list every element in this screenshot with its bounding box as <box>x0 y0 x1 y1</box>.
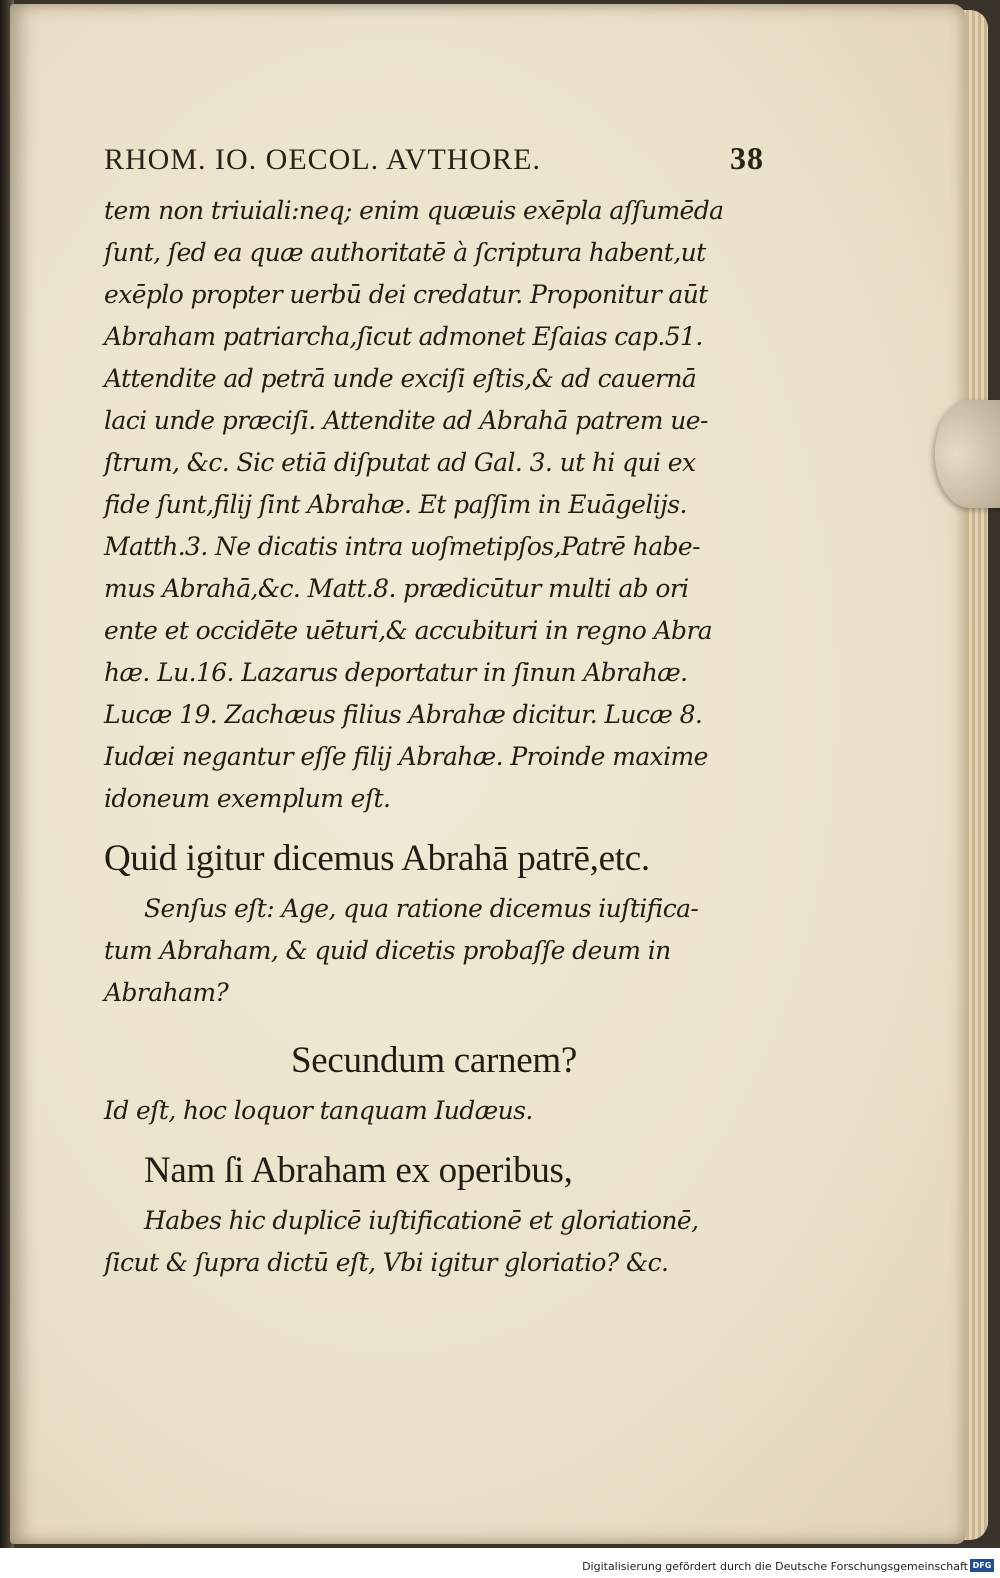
text-line: laci unde præciſi. Attendite ad Abrahā patrem ue- <box>104 406 708 435</box>
running-head <box>104 140 764 184</box>
dfg-logo: DFG <box>970 1559 994 1572</box>
text-line: Habes hic duplicē iuſtificationē et gloriationē, <box>144 1206 699 1235</box>
text-line: tum Abraham, & quid dicetis probaſſe deum in <box>104 936 671 965</box>
body-text <box>104 190 764 1284</box>
text-line: Attendite ad petrā unde exciſi eſtis,& ad cauernā <box>104 364 697 393</box>
text-line: idoneum exemplum eſt. <box>104 784 391 813</box>
text-line: Abraham? <box>104 978 229 1007</box>
page-number: 38 <box>730 140 764 176</box>
text-line: ſicut & ſupra dictū eſt, Vbi igitur gloriatio? &c. <box>104 1248 669 1277</box>
text-line: fide ſunt,filij ſint Abrahæ. Et paſſim in Euāgelijs. <box>104 490 687 519</box>
text-line: exēplo propter uerbū dei credatur. Proponitur aūt <box>104 280 708 309</box>
text-line: tem non triuiali:neq; enim quæuis exēpla aſſumēda <box>104 196 724 225</box>
lemma-heading: Secundum carnem? <box>291 1040 577 1081</box>
text-line: Iudæi negantur eſſe filij Abrahæ. Proinde maxime <box>104 742 708 771</box>
page-clip <box>935 400 1000 508</box>
text-line: Id eſt, hoc loquor tanquam Iudæus. <box>104 1096 533 1125</box>
text-line: mus Abrahā,&c. Matt.8. prædicūtur multi ab ori <box>104 574 689 603</box>
lemma-heading: Quid igitur dicemus Abrahā patrē,etc. <box>104 838 650 879</box>
text-line: hæ. Lu.16. Lazarus deportatur in ſinun Abrahæ. <box>104 658 688 687</box>
text-line: ſtrum, &c. Sic etiā diſputat ad Gal. 3. ut hi qui ex <box>104 448 696 477</box>
text-line: ente et occidēte uēturi,& accubituri in regno Abra <box>104 616 713 645</box>
text-line: Senſus eſt: Age, qua ratione dicemus iuſtifica- <box>144 894 699 923</box>
text-line: Abraham patriarcha,ſicut admonet Eſaias cap.51. <box>104 322 703 351</box>
text-line: Matth.3. Ne dicatis intra uoſmetipſos,Patrē habe- <box>104 532 700 561</box>
running-title: RHOM. IO. OECOL. AVTHORE. <box>104 143 541 176</box>
footer-credit: Digitalisierung gefördert durch die Deutsche Forschungsgemeinschaft <box>582 1560 968 1573</box>
text-line: Lucæ 19. Zachæus filius Abrahæ dicitur. Lucæ 8. <box>104 700 703 729</box>
lemma-heading: Nam ſi Abraham ex operibus, <box>144 1150 573 1191</box>
text-line: ſunt, ſed ea quæ authoritatē à ſcriptura habent,ut <box>104 238 706 267</box>
